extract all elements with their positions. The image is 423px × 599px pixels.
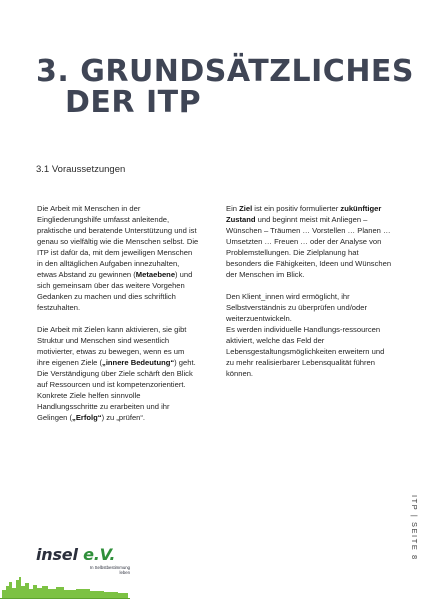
page-number-label: ITP | SEITE 8 xyxy=(410,495,419,561)
emphasis-ziel: Ziel xyxy=(239,204,253,213)
left-paragraph-1: Die Arbeit mit Menschen in der Eingliederungshilfe umfasst anleitende, praktische und beratende Unterstützung und ist genau so vielfältig wie die Menschen selbst. Die ITP ist dafür da, mit dem jeweiligen Menschen in den alltäglichen Aufgaben innezuhalten, etwas Abstand zu gewinnen (Metaebene) und sich gemeinsam über das weitere Vorgehen Gedanken zu machen und dies schriftlich festzuhalten. xyxy=(37,204,199,312)
left-text-column xyxy=(37,203,199,434)
emphasis-innere-bedeutung: „innere Bedeutung“ xyxy=(102,358,175,367)
right-paragraph-1: Ein Ziel ist ein positiv formulierter zukünftiger Zustand und beginnt meist mit Anliegen – Wünschen – Träumen … Vorstellen … Planen … Umsetzten … Freuen … oder der Analyse von Problemstellungen. Die Zielplanung hat besonders die Fähigkeiten, Ideen und Wünschen der Menschen im Blick. xyxy=(226,204,392,279)
chapter-title-line1: 3. GRUNDSÄTZLICHES xyxy=(36,54,415,89)
emphasis-erfolg: „Erfolg“ xyxy=(72,413,102,422)
left-paragraph-2: Die Arbeit mit Zielen kann aktivieren, sie gibt Struktur und Menschen sind wesentlich motivierter, etwas zu bewegen, wenn es um ihre eigenen Ziele („innere Bedeutung“) geht. Die Verständigung über Ziele schärft den Blick auf Ressourcen und ist kompetenzorientiert. Konkrete Ziele helfen sinnvolle Handlungsschritte zu erarbeiten und ihr Gelingen („Erfolg“) zu „prüfen“. xyxy=(37,325,196,422)
logo-tagline: In Selbstbestimmung leben xyxy=(89,565,130,575)
logo-wordmark: insel e.V. xyxy=(36,545,116,564)
right-paragraph-2: Den Klient_innen wird ermöglicht, ihr Selbstverständnis zu überprüfen und/oder weiterzuentwickeln. Es werden individuelle Handlungs-ressourcen aktiviert, welche das Feld der Lebensgestaltungsmöglichkeiten erweitern und zu mehr realisierbarer Lebensqualität führen können. xyxy=(226,292,385,378)
chapter-title xyxy=(36,56,414,118)
city-skyline-shape xyxy=(2,577,128,598)
emphasis-metaebene: Metaebene xyxy=(135,270,176,279)
right-text-column xyxy=(226,203,394,390)
section-heading: 3.1 Voraussetzungen xyxy=(36,164,126,175)
chapter-title-line2: DER ITP xyxy=(65,85,202,120)
emphasis-zukuenftiger-zustand: zukünftiger Zustand xyxy=(226,204,382,224)
